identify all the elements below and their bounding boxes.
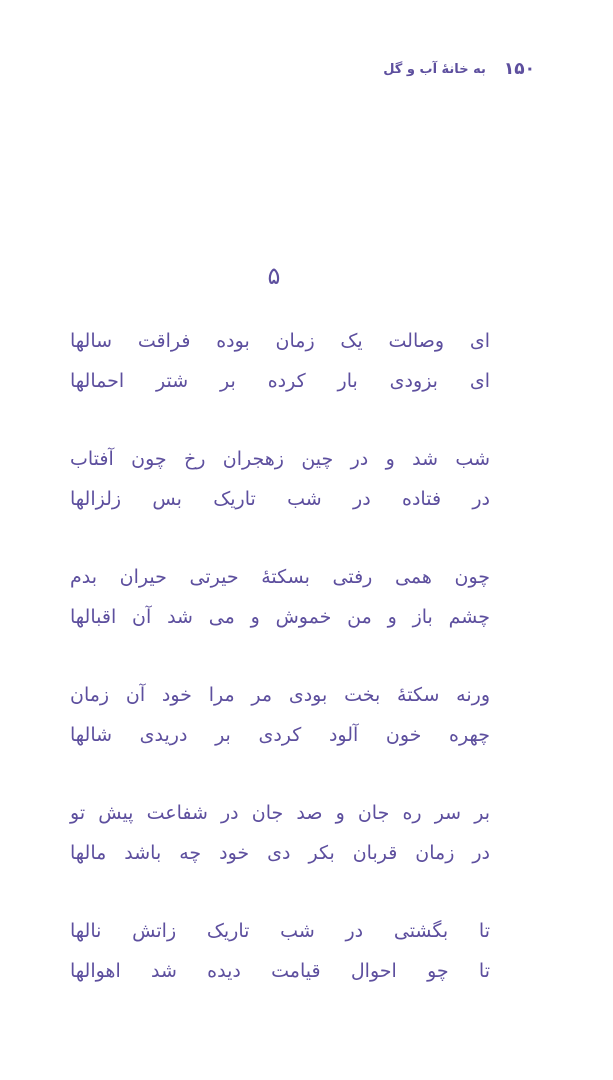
stanza — [70, 438, 490, 556]
stanza — [70, 674, 490, 792]
running-title: به خانهٔ آب و گل — [383, 61, 486, 77]
page-number: ۱۵۰ — [503, 59, 535, 79]
verse-line: چهره خون آلود کردی بر دریدی شالها — [70, 724, 490, 746]
poem-body — [70, 320, 490, 1028]
verse-line: در زمان قربان بکر دی خود چه باشد مالها — [70, 842, 490, 864]
verse-line: ورنه سکتهٔ بخت بودی مر مرا خود آن زمان — [70, 684, 490, 706]
verse-line: در فتاده در شب تاریک بس زلزالها — [70, 488, 490, 510]
poem-number: ۵ — [267, 262, 281, 290]
verse-line: ای وصالت یک زمان بوده فراقت سالها — [70, 330, 490, 352]
verse-line: تا چو احوال قیامت دیده شد اهوالها — [70, 960, 490, 982]
verse-line: بر سر ره جان و صد جان در شفاعت پیش تو — [70, 802, 490, 824]
verse-line: ای بزودی بار کرده بر شتر احمالها — [70, 370, 490, 392]
page-header — [370, 56, 535, 82]
verse-line: شب شد و در چین زهجران رخ چون آفتاب — [70, 448, 490, 470]
verse-line: تا بگشتی در شب تاریک زاتش نالها — [70, 920, 490, 942]
stanza — [70, 320, 490, 438]
verse-line: چون همی رفتی بسکتهٔ حیرتی حیران بدم — [70, 566, 490, 588]
stanza — [70, 556, 490, 674]
stanza — [70, 910, 490, 1028]
verse-line: چشم باز و من خموش و می شد آن اقبالها — [70, 606, 490, 628]
stanza — [70, 792, 490, 910]
